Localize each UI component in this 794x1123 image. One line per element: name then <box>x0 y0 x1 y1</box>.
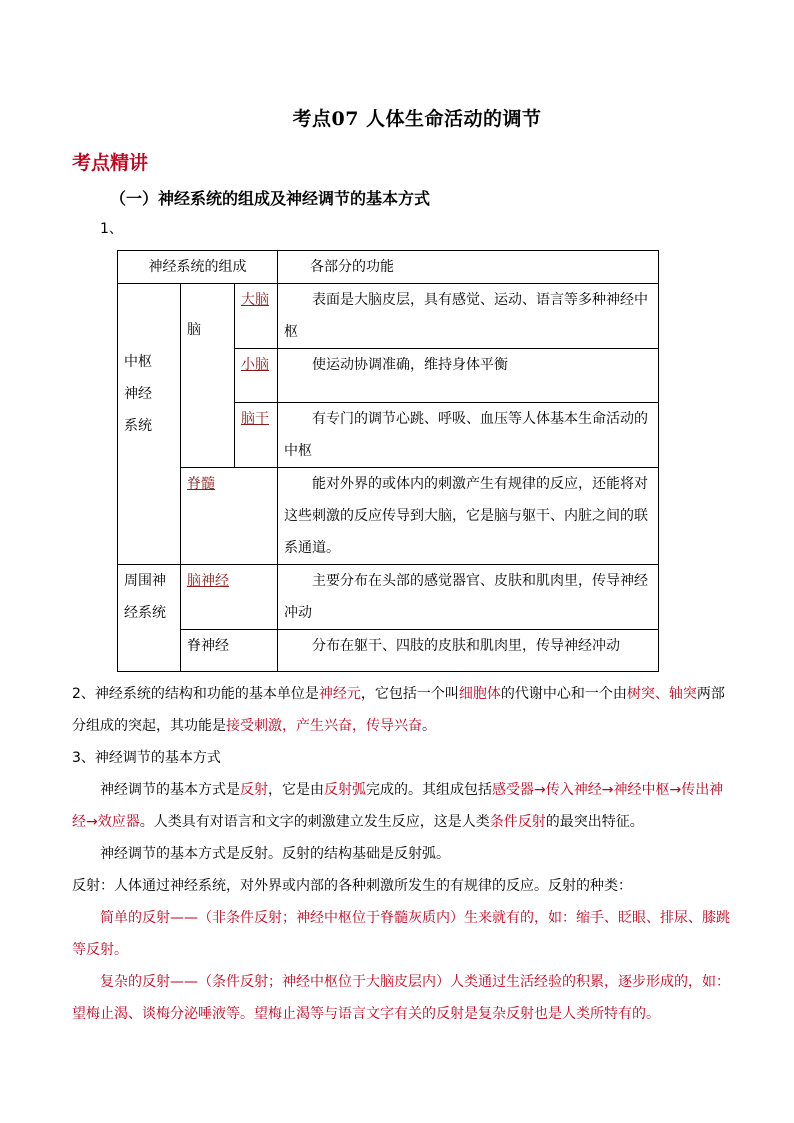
cerebellum-function: 使运动协调准确，维持身体平衡 <box>278 349 659 403</box>
table-header-row <box>118 251 659 284</box>
header-function: 各部分的功能 <box>278 251 659 284</box>
spinal-nerve-label: 脊神经 <box>181 630 278 672</box>
cranial-nerve-label: 脑神经 <box>187 573 229 589</box>
header-composition: 神经系统的组成 <box>118 251 278 284</box>
paragraph-simple-reflex: 简单的反射——（非条件反射；神经中枢位于脊髓灰质内）生来就有的，如：缩手、眨眼、排尿、膝跳等反射。 <box>72 910 730 958</box>
table-row <box>118 630 659 672</box>
paragraph-reflex-arc: 神经调节的基本方式是反射，它是由反射弧完成的。其组成包括感受器→传入神经→神经中枢→传出神经→效应器。人类具有对语言和文字的刺激建立发生反应，这是人类条件反射的最突出特征。 <box>72 782 724 830</box>
paragraph-reflex-basis: 神经调节的基本方式是反射。反射的结构基础是反射弧。 <box>100 846 450 862</box>
spinal-cord-label: 脊髓 <box>187 476 215 492</box>
subsection-heading: （一）神经系统的组成及神经调节的基本方式 <box>110 189 431 208</box>
paragraph-complex-reflex: 复杂的反射——（条件反射；神经中枢位于大脑皮层内）人类通过生活经验的积累，逐步形成的，如：望梅止渴、谈梅分泌唾液等。望梅止渴等与语言文字有关的反射是复杂反射也是人类所特有的。 <box>72 974 730 1022</box>
table-row <box>118 468 659 565</box>
central-nervous-system: 中枢 神经 系统 <box>118 284 181 565</box>
item-number: 1、 <box>100 221 123 237</box>
table-row <box>118 565 659 630</box>
nervous-system-table <box>117 250 659 672</box>
paragraph-neuron: 2、神经系统的结构和功能的基本单位是神经元，它包括一个叫细胞体的代谢中心和一个由树突、轴突两部分组成的突起，其功能是接受刺激，产生兴奋，传导兴奋。 <box>72 686 725 734</box>
brain-label: 脑 <box>181 284 235 468</box>
table-row <box>118 284 659 349</box>
spinal-nerve-function: 分布在躯干、四肢的皮肤和肌肉里，传导神经冲动 <box>278 630 659 672</box>
peripheral-nervous-system: 周围神经系统 <box>118 565 181 672</box>
cerebrum-label: 大脑 <box>241 292 269 308</box>
brainstem-label: 脑干 <box>241 411 269 427</box>
brainstem-function: 有专门的调节心跳、呼吸、血压等人体基本生命活动的中枢 <box>278 403 659 468</box>
page-title: 考点07 人体生命活动的调节 <box>292 108 542 130</box>
paragraph-reflex-definition: 反射：人体通过神经系统，对外界或内部的各种刺激所发生的有规律的反应。反射的种类： <box>72 878 632 894</box>
cranial-nerve-function: 主要分布在头部的感觉器官、皮肤和肌肉里，传导神经冲动 <box>278 565 659 630</box>
cerebellum-label: 小脑 <box>241 357 269 373</box>
section-heading: 考点精讲 <box>72 152 149 174</box>
spinal-cord-function: 能对外界的或体内的刺激产生有规律的反应，还能将对这些刺激的反应传导到大脑，它是脑与躯干、内脏之间的联系通道。 <box>278 468 659 565</box>
paragraph-3-heading: 3、神经调节的基本方式 <box>72 750 221 766</box>
cerebrum-function: 表面是大脑皮层，具有感觉、运动、语言等多种神经中枢 <box>278 284 659 349</box>
